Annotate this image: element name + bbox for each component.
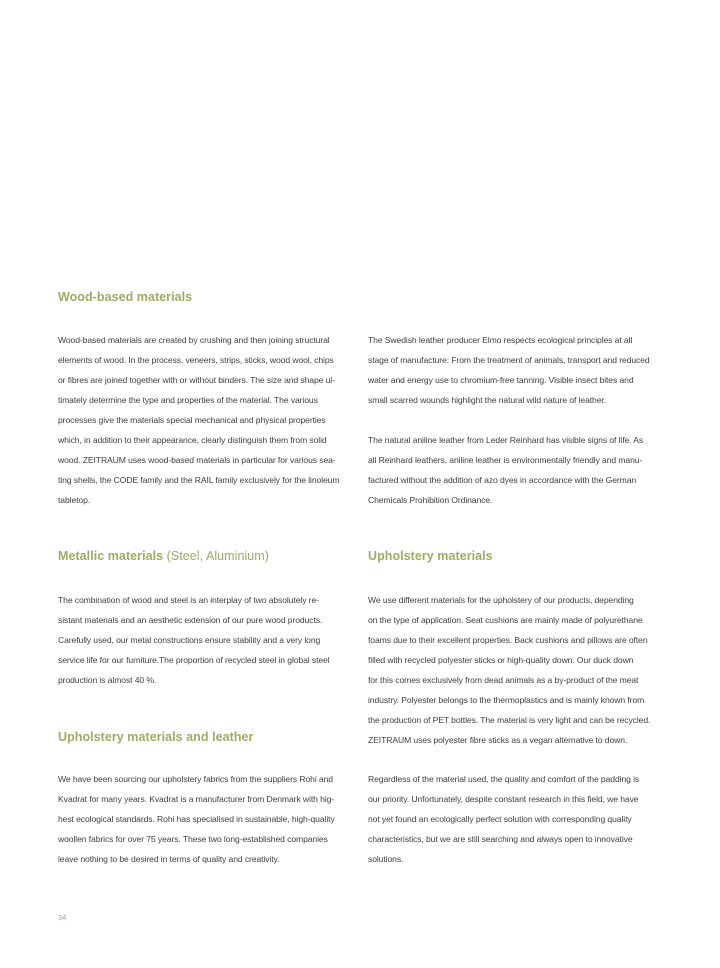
paragraph-metallic-materials: The combination of wood and steel is an interplay of two absolutely re- sistant materials and an aesthetic extension of our pure wood products. Carefully used, our metal constructions ensure stability and a very long service life for our furniture.The proportion of recycled steel in global steel production is almost 40 %. <box>58 595 330 685</box>
heading-wood-based-materials: Wood-based materials <box>58 290 193 304</box>
paragraph-reinhard-leather: The natural aniline leather from Leder Reinhard has visible signs of life. As all Reinhard leathers, aniline leather is environmentally friendly and manu- factured without the addition of azo dyes in accordance with the German Chemicals Prohibition Ordinance. <box>368 435 644 505</box>
heading-metallic-subtitle: (Steel, Aluminium) <box>166 549 269 563</box>
heading-metallic-materials <box>58 549 269 563</box>
heading-upholstery-materials: Upholstery materials <box>368 549 493 563</box>
heading-metallic-title: Metallic materials <box>58 549 164 563</box>
paragraph-elmo-leather: The Swedish leather producer Elmo respects ecological principles at all stage of manufacture: From the treatment of animals, transport and reduced water and energy use to chromium-free tanning. Visible insect bites and small scarred wounds highlight the natural wild nature of leather. <box>368 335 650 405</box>
heading-upholstery-materials-and-leather: Upholstery materials and leather <box>58 730 254 744</box>
paragraph-upholstery-fabrics: We have been sourcing our upholstery fabrics from the suppliers Rohi and Kvadrat for many years. Kvadrat is a manufacturer from Denmark with hig- hest ecological standards. Rohi has specialised in sustainable, high-quality woollen fabrics for over 75 years. These two long-established companies leave nothing to be desired in terms of quality and creativity. <box>58 774 335 864</box>
paragraph-upholstery-materials: We use different materials for the upholstery of our products, depending on the type of application. Seat cushions are mainly made of polyurethane foams due to their excellent properties. Back cushions and pillows are often filled with recycled polyester sticks or high-quality down. Our duck down for this comes exclusively from dead animals as a by-product of the meat industry. Polyester belongs to the thermoplastics and is mainly known from the production of PET bottles. The material is very light and can be recycled. ZEITRAUM uses polyester fibre sticks as a vegan alternative to down. <box>368 595 651 745</box>
paragraph-upholstery-quality: Regardless of the material used, the quality and comfort of the padding is our priority. Unfortunately, despite constant research in this field, we have not yet found an ecologically perfect solution with corresponding quality characteristics, but we are still searching and always open to innovative solutions. <box>368 774 640 864</box>
page-number: 34 <box>58 913 67 922</box>
paragraph-wood-based-materials: Wood-based materials are created by crushing and then joining structural elements of wood. In the process, veneers, strips, sticks, wood wool, chips or fibres are joined together with or without binders. The size and shape ul- timately determine the type and properties of the material. The various processes give the materials special mechanical and physical properties which, in addition to their appearance, clearly distinguish them from solid wood. ZEITRAUM uses wood-based materials in particular for various sea- ting shells, the CODE family and the RAIL family exclusively for the linoleum tabletop. <box>58 335 340 505</box>
